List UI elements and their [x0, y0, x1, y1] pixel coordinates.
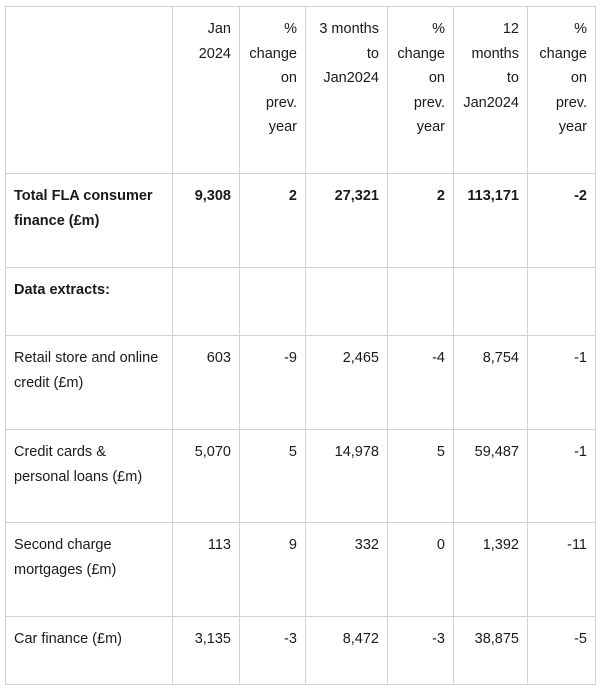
table-cell: 27,321 [306, 174, 388, 268]
table-row [6, 268, 596, 336]
header-cell: % change on prev. year [528, 7, 596, 174]
row-label: Credit cards & personal loans (£m) [6, 430, 173, 523]
row-label: Retail store and online credit (£m) [6, 336, 173, 430]
table-cell: 2,465 [306, 336, 388, 430]
table-cell: -1 [528, 430, 596, 523]
row-label: Car finance (£m) [6, 617, 173, 685]
table-cell: 8,472 [306, 617, 388, 685]
header-cell: 3 months to Jan2024 [306, 7, 388, 174]
table-cell [388, 268, 454, 336]
header-cell: % change on prev. year [240, 7, 306, 174]
table-row [6, 174, 596, 268]
table-row [6, 336, 596, 430]
consumer-finance-table [5, 6, 596, 685]
table-cell: 14,978 [306, 430, 388, 523]
table-cell: -3 [240, 617, 306, 685]
header-row [6, 7, 596, 174]
table-row [6, 430, 596, 523]
table-cell: -2 [528, 174, 596, 268]
table-cell: 2 [240, 174, 306, 268]
table-cell [240, 268, 306, 336]
table-cell: 3,135 [173, 617, 240, 685]
table-cell: 5,070 [173, 430, 240, 523]
header-cell: Jan 2024 [173, 7, 240, 174]
row-label: Second charge mortgages (£m) [6, 523, 173, 617]
table-cell: 113 [173, 523, 240, 617]
table-cell: -11 [528, 523, 596, 617]
table-row [6, 523, 596, 617]
table-cell: 8,754 [454, 336, 528, 430]
table-cell: -3 [388, 617, 454, 685]
table-cell: 603 [173, 336, 240, 430]
table-cell: 9 [240, 523, 306, 617]
table-cell: 1,392 [454, 523, 528, 617]
table-cell: 5 [240, 430, 306, 523]
table-cell [173, 268, 240, 336]
table-cell: 5 [388, 430, 454, 523]
table-cell: 38,875 [454, 617, 528, 685]
header-cell: % change on prev. year [388, 7, 454, 174]
row-label: Total FLA consumer finance (£m) [6, 174, 173, 268]
table-cell: 9,308 [173, 174, 240, 268]
table-cell: -1 [528, 336, 596, 430]
table-row [6, 617, 596, 685]
table-cell: -5 [528, 617, 596, 685]
header-cell [6, 7, 173, 174]
header-cell: 12 months to Jan2024 [454, 7, 528, 174]
table-cell: 0 [388, 523, 454, 617]
table-cell [454, 268, 528, 336]
table-cell: 113,171 [454, 174, 528, 268]
table-cell: 59,487 [454, 430, 528, 523]
table-cell: -4 [388, 336, 454, 430]
table-cell: 332 [306, 523, 388, 617]
table-cell [528, 268, 596, 336]
table-cell [306, 268, 388, 336]
row-label: Data extracts: [6, 268, 173, 336]
table-cell: -9 [240, 336, 306, 430]
table-cell: 2 [388, 174, 454, 268]
